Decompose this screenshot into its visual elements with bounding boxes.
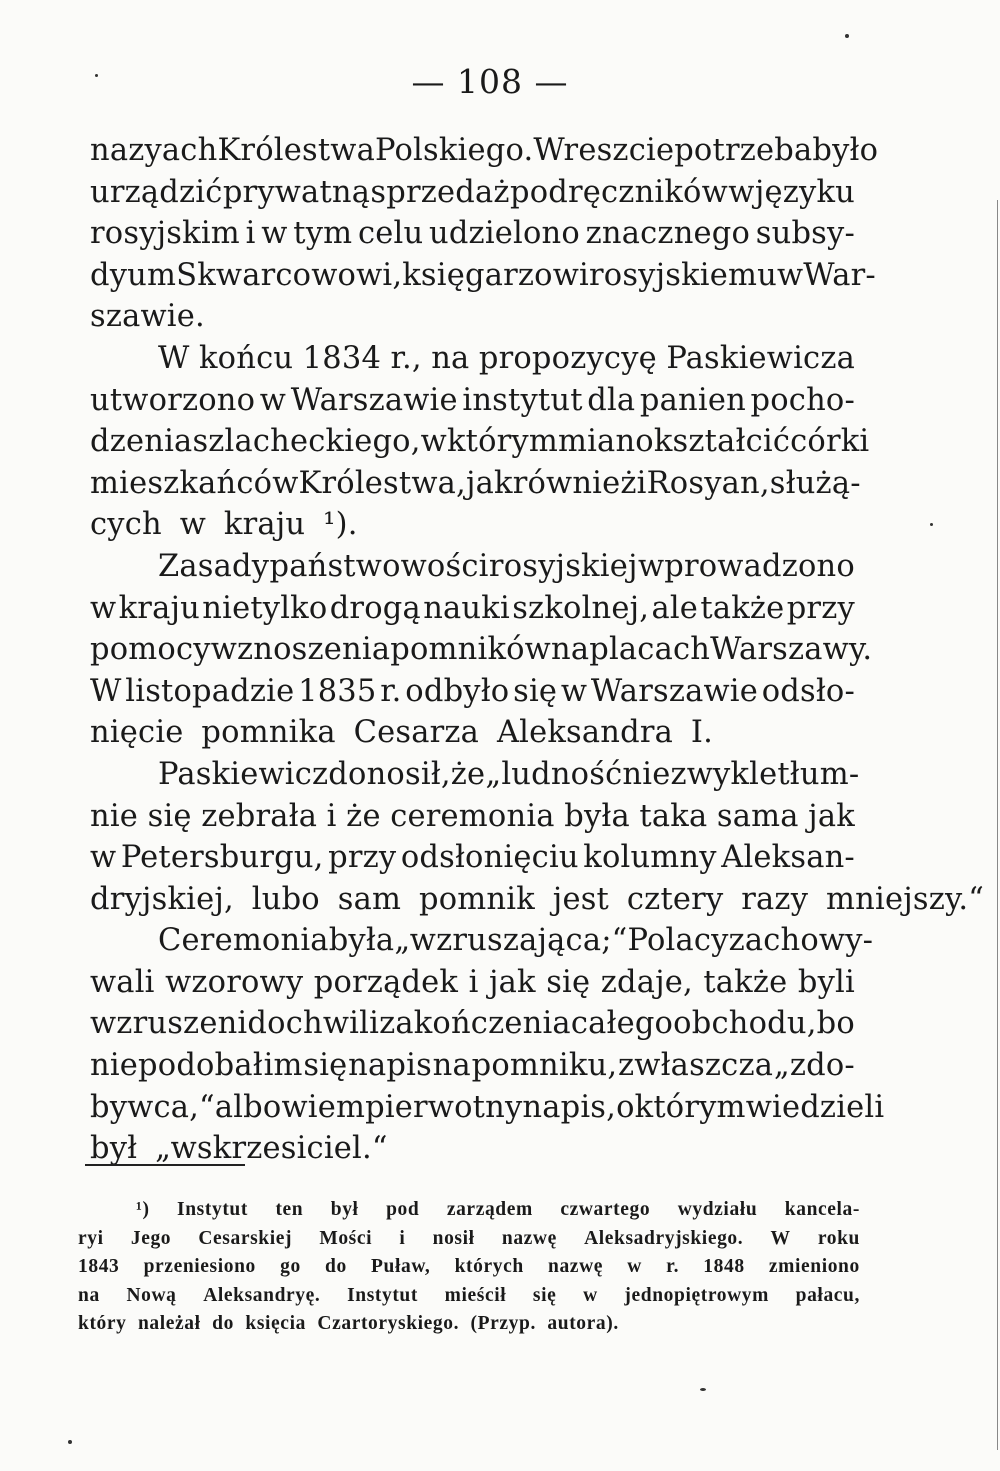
text-line: pomocy wznoszenia pomników na placach Warszawy. — [90, 632, 873, 668]
scan-speck — [845, 34, 849, 38]
footnotes — [78, 1196, 860, 1339]
text-line: wzruszeni do chwili zakończenia całego obchodu, bo — [90, 1006, 855, 1042]
text-line: nazyach Królestwa Polskiego. Wreszcie potrzeba było — [90, 133, 879, 168]
text-line: utworzono w Warszawie instytut dla panien pocho- — [90, 382, 855, 418]
text-line: W końcu 1834 r., na propozycyę Paskiewicza — [158, 340, 855, 376]
text-line: mieszkańców Królestwa, jak również i Rosyan, służą- — [90, 465, 861, 501]
text-line: w Petersburgu, przy odsłonięciu kolumny Aleksan- — [90, 840, 855, 876]
text-line: dzenia szlacheckiego, w którym miano kształcić córki — [90, 424, 870, 460]
footnote-line: na Nową Aleksandryę. Instytut mieścił się w jednopiętrowym pałacu, — [78, 1284, 860, 1306]
text-line: urządzić prywatną sprzedaż podręczników w języku — [90, 174, 855, 210]
text-line: bywca,“ albowiem pierwotny napis, o którym wiedzieli — [90, 1089, 885, 1125]
scan-speck — [95, 74, 98, 77]
body-text — [90, 130, 985, 1170]
footnote-line: 1843 przeniesiono go do Puław, których nazwę w r. 1848 zmieniono — [78, 1256, 860, 1278]
scan-edge-line — [997, 200, 998, 1450]
text-line: dryjskiej, lubo sam pomnik jest cztery razy mniejszy.“ — [90, 881, 985, 917]
text-line: W listopadzie 1835 r. odbyło się w Warszawie odsło- — [90, 673, 855, 709]
text-line: był „wskrzesiciel.“ — [90, 1131, 388, 1167]
footnote-line: ryi Jego Cesarskiej Mości i nosił nazwę Aleksadryjskiego. W roku — [78, 1227, 860, 1249]
text-line: wali wzorowy porządek i jak się zdaje, także byli — [90, 964, 855, 1000]
scan-speck — [68, 1440, 72, 1444]
page-number: — 108 — — [411, 62, 569, 101]
text-line: szawie. — [90, 299, 205, 335]
text-line: w kraju nietylko drogą nauki szkolnej, ale także przy — [90, 590, 855, 626]
text-line: Ceremonia była „wzruszająca;“ Polacy zachowy- — [158, 923, 874, 959]
footnote-line: ¹) Instytut ten był pod zarządem czwartego wydziału kancela- — [136, 1199, 860, 1220]
scan-speck — [700, 1388, 706, 1391]
text-line: nięcie pomnika Cesarza Aleksandra I. — [90, 715, 714, 751]
scan-speck — [930, 523, 933, 526]
text-line: cych w kraju ¹). — [90, 507, 358, 543]
text-line: nie się zebrała i że ceremonia była taka sama jak — [90, 798, 855, 834]
text-line: Paskiewicz donosił, że „ludność niezwykle tłum- — [158, 756, 860, 792]
text-line: rosyjskim i w tym celu udzielono znacznego subsy- — [90, 216, 855, 252]
text-line: niepodobał im się napis na pomniku, zwłaszcza „zdo- — [90, 1048, 855, 1084]
text-line: Zasady państwowości rosyjskiej wprowadzono — [158, 548, 855, 584]
footnote-rule — [85, 1164, 245, 1166]
text-line: dyum Skwarcowowi, księgarzowi rosyjskiemu w War- — [90, 257, 876, 293]
footnote-line: który należał do księcia Czartoryskiego. (Przyp. autora). — [78, 1313, 619, 1335]
